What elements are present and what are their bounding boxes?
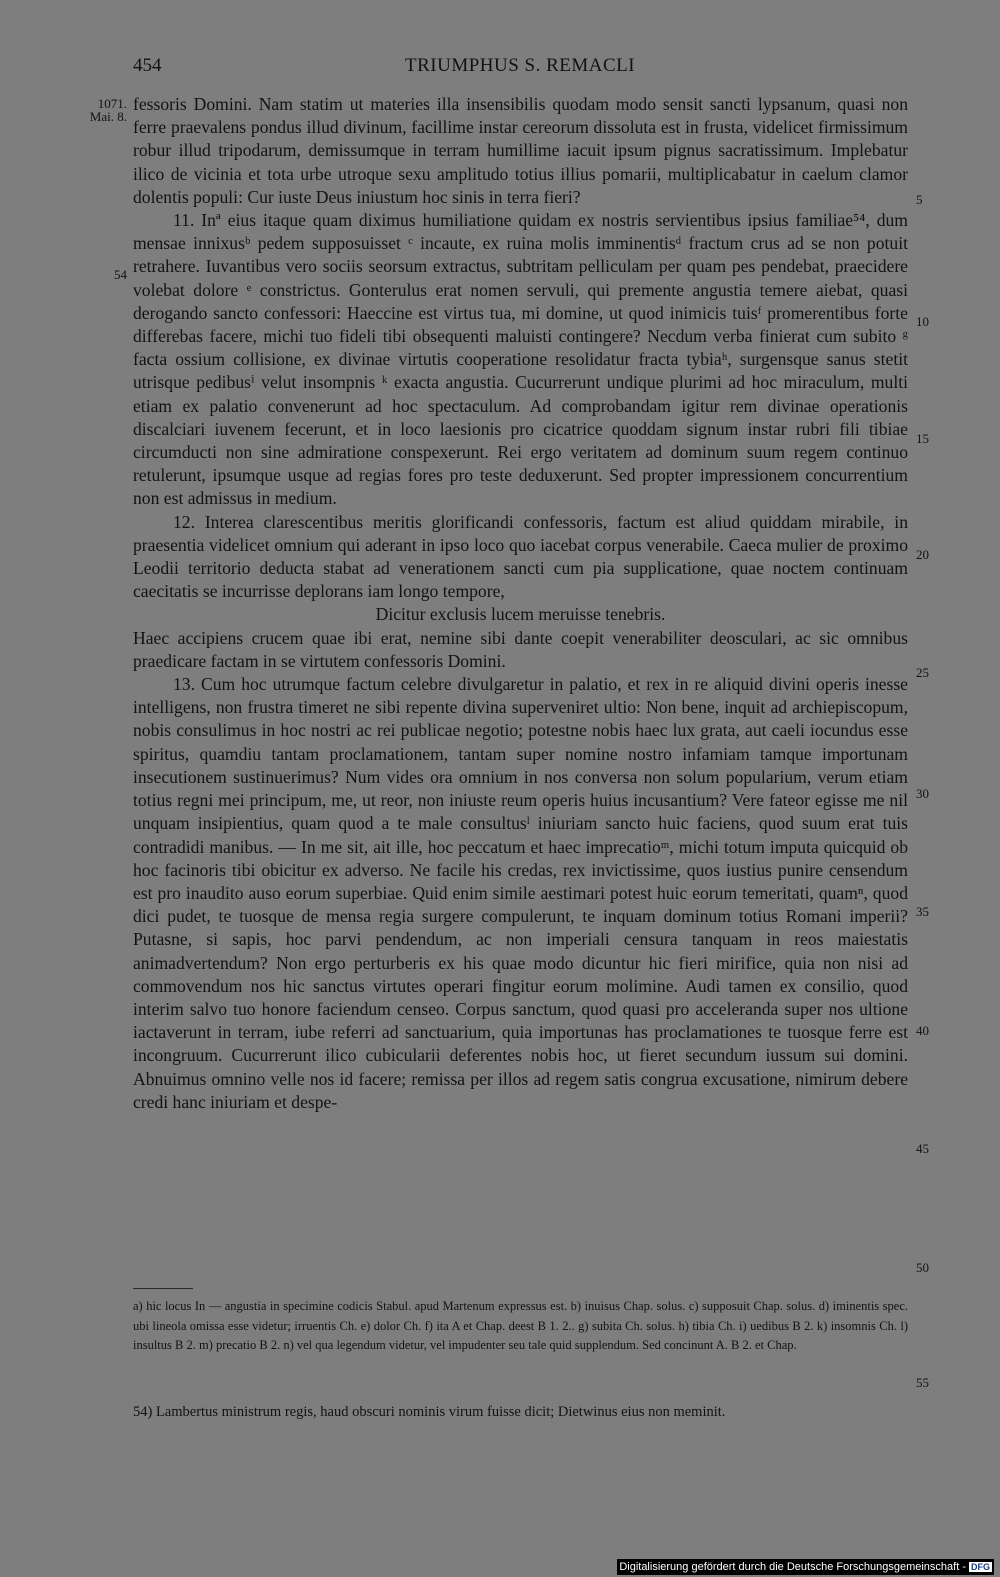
paragraph-12: 12. Interea clarescentibus meritis glorificandi confessoris, factum est aliud quiddam mirabile, in praesentia videlicet omnium qui aderant in ipso loco quo iacebat corpus venerabile. Caeca mulier de proximo Leodii territorio deducta stabat ad venerationem sancti cum pia supplicatione, quae noctem continuam caecitatis se incurrisse deplorans iam longo tempore, <box>133 511 908 602</box>
running-title: TRIUMPHUS S. REMACLI <box>405 55 636 76</box>
main-text <box>133 93 908 1114</box>
line-number: 30 <box>916 786 929 801</box>
margin-date: Mai. 8. <box>89 109 127 124</box>
margin-year: 1071. <box>97 96 127 111</box>
credit-text: Digitalisierung gefördert durch die Deutsche Forschungsgemeinschaft - <box>619 1561 966 1573</box>
paragraph: fessoris Domini. Nam statim ut materies illa insensibilis quodam modo sensit sancti lypsanum, quasi non ferre praevalens pondus illud divinum, facillime instar cereorum dissoluta est in frusta, videlicet firmissimum robur illud tripodarum, demissumque in terram humillime iacuit ipsum pignus sacratissimum. Implebatur ilico de vicinia et tota urbe utroque sexu amplitudo totius illius pomarii, multiplicabatur in caelum clamor dolentis populi: Cur iuste Deus iniustum hoc sinis in terra fieri? <box>133 94 908 207</box>
paragraph-13: 13. Cum hoc utrumque factum celebre divulgaretur in palatio, et rex in re aliquid divini operis inesse intelligens, non frustra timeret ne sibi repente divina superveniret ultio: Non bene, inquit ad archiepiscopum, nobis consulimus in hoc nostri ac rei publicae negotio; potestne nobis haec lux grata, aut caeli iocundus esse spiritus, quamdiu tantam proclamationem, tantam super nomine nostro infamiam tamque importunam insecutionem sustinuerimus? Num vides ora omnium in nos conversa non solum popularium, verum etiam totius regni mei principum, me, ut reor, non iniuste reum operis huius incusantium? Vere fateor egisse me nil unquam insipientius, quam quod a te male consultusˡ iniuriam sancto huic faciens, quod suum erat tuis contradidi manibus. — In me sit, ait ille, hoc peccatum et haec imprecatioᵐ, michi totum imputa quicquid ob hoc facinoris tibi obicitur ex adverso. Ne facile his credas, rex invictissime, quos iustius punire censendum est pro inaudito auso eorum superbiae. Quid enim simile aestimari potest huic eorum temeritati, quamⁿ, quod dici pudet, te tuosque de mensa regia surgere compulerunt, te inquam dominum totius Romani imperii? Putasne, si sapis, hoc parvi pendendum, ac non imperiali censura tanquam in reos maiestatis animadvertendum? Non ergo perturberis ex his quae modo dicuntur hic fieri mirifice, quia non nisi ad commovendum nos hic sanctus virtutes operari fingitur eorum molimine. Audi tamen ex consilio, quod interim salvo tuo honore faciendum censeo. Corpus sanctum, quod quasi pro acceleranda super nos ultione iactaverunt in terram, iube referri ad sanctuarium, quia importunas has proclamationes te tuosque ferre est incongruum. Cucurrerunt ilico cubicularii deferentes nobis hoc, ut fieret secundum iussum sui domini. Abnuimus omnino velle nos id facere; remissa per illos ad regem satis congrua excusatione, nimirum debere credi hanc iniuriam et despe- <box>133 674 908 1112</box>
page-number: 454 <box>133 55 162 76</box>
line-number: 40 <box>916 1023 929 1038</box>
line-number: 25 <box>916 665 929 680</box>
dfg-logo: DFG <box>971 1562 990 1572</box>
line-number: 15 <box>916 431 929 446</box>
page-header <box>0 55 1000 85</box>
paragraph-11: 11. Inª eius itaque quam diximus humiliatione quidam ex nostris servientibus ipsius familiae⁵⁴, dum mensae innixusᵇ pedem supposuisset ᶜ incaute, ex ruina molis imminentisᵈ fractum crus ad se non potuit retrahere. Iuvantibus vero sociis seorsum extractus, subtritam pelliculam per quam pes pendebat, praecidere volebat dolore ᵉ constrictus. Gonterulus erat nomen servuli, qui premente angustia temere aiebat, quasi derogando sancto confessori: Haeccine est virtus tua, mi domine, ut quod inimicis tuisᶠ promerentibus forte differebas facere, michi tuo fideli tibi obsequenti maluisti contingere? Necdum verba finierat cum subito ᵍ facta ossium collisione, ex divinae virtutis cooperatione resolidatur fracta tybiaʰ, surgensque sanus stetit utrisque pedibusⁱ velut insompnis ᵏ exacta angustia. Cucurrerunt undique plurimi ad hoc miraculum, multi etiam ex palatio convenerunt ad hoc spectaculum. Ad comprobandam igitur rem divinae operationis discalciari iuvenem fecerunt, et in loco laesionis pro cicatrice quoddam signum instar rubri fili tibiae circumducti non sine admiratione conspexerunt. Rei ergo veritatem ad dominum suum regem continuo retulerunt, ipsumque usque ad regias fores pro teste deduxerunt. Sed propter impressionem concurrentium non est admissus in medium. <box>133 210 908 509</box>
verse-line: Dicitur exclusis lucem meruisse tenebris. <box>375 604 666 625</box>
line-number: 55 <box>916 1375 929 1390</box>
footnote-54: 54) Lambertus ministrum regis, haud obscuri nominis virum fuisse dicit; Dietwinus eius non meminit. <box>133 1404 726 1420</box>
footnote-divider <box>133 1288 193 1289</box>
line-number: 50 <box>916 1260 929 1275</box>
dfg-credit-banner <box>617 1559 994 1575</box>
critical-apparatus: a) hic locus In — angustia in specimine codicis Stabul. apud Martenum expressus est. b) inuisus Chap. solus. c) supposuit Chap. solus. d) iminentis spec. ubi lineola omissa esse videtur; irruentis Ch. e) dolor Ch. f) ita A et Chap. deest B 1. 2.. g) subita Ch. solus. h) tibia Ch. i) uedibus B 2. k) insomnis Ch. l) insultus B 2. m) precatio B 2. n) vel qua legendum videtur, vel impudenter seu tale quid supplendum. Sed concinunt A. B 2. et Chap. <box>133 1299 908 1352</box>
line-number: 45 <box>916 1141 929 1156</box>
line-number: 20 <box>916 547 929 562</box>
paragraph: Haec accipiens crucem quae ibi erat, nemine sibi dante coepit venerabiliter deosculari, ac sic omnibus praedicare factam in se virtutem confessoris Domini. <box>133 627 908 671</box>
margin-ref-54: 54 <box>114 267 127 282</box>
line-number: 5 <box>916 192 923 207</box>
line-number: 10 <box>916 314 929 329</box>
line-number: 35 <box>916 904 929 919</box>
